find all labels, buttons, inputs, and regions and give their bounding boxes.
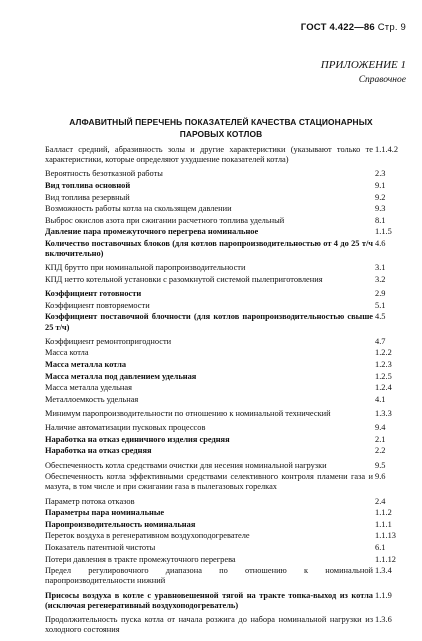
list-item-section-number: 2.1 — [375, 434, 386, 444]
list-item-text: Вид топлива резервный — [45, 192, 130, 202]
list-item-text: Продолжительность пуска котла от начала розжига до набора номинальной нагрузки из холодного состояния — [45, 614, 373, 635]
list-item-text: Минимум паропроизводительности по отношению к номинальной технический — [45, 408, 331, 418]
list-item — [45, 348, 407, 358]
list-item-text: Масса металла котла — [45, 359, 127, 369]
list-item-section-number: 1.1.12 — [375, 554, 396, 564]
list-item — [45, 360, 407, 370]
list-item — [45, 204, 407, 214]
list-item-section-number: 1.1.2 — [375, 508, 392, 518]
appendix-title: ПРИЛОЖЕНИЕ 1 — [320, 59, 406, 71]
list-item — [45, 591, 407, 611]
list-item-section-number: 2.3 — [375, 169, 386, 179]
list-item-section-number: 6.1 — [375, 542, 386, 552]
list-item-section-number: 5.1 — [375, 300, 386, 310]
list-item — [45, 615, 407, 635]
list-item-section-number: 1.1.5 — [375, 227, 392, 237]
list-item — [45, 337, 407, 347]
list-item-section-number: 4.7 — [375, 336, 386, 346]
list-item — [45, 227, 407, 237]
list-item-section-number: 1.2.4 — [375, 383, 392, 393]
list-item-text: Вероятность безотказной работы — [45, 169, 163, 179]
list-item-text: Вид топлива основной — [45, 181, 131, 190]
list-item-section-number: 1.1.1 — [375, 519, 392, 529]
page-number: Стр. 9 — [377, 22, 406, 33]
list-item-text: Потери давления в тракте промежуточного перегрева — [45, 554, 236, 564]
list-item-text: Масса котла — [45, 348, 89, 358]
list-item — [45, 531, 407, 541]
document-title-line-2: ПАРОВЫХ КОТЛОВ — [179, 128, 263, 139]
list-item-section-number: 4.5 — [375, 312, 386, 322]
list-item-section-number: 8.1 — [375, 215, 386, 225]
list-item — [45, 520, 407, 530]
list-item-section-number: 1.1.4.2 — [375, 145, 399, 154]
list-item-text: КПД брутто при номинальной паропроизводительности — [45, 263, 246, 273]
list-item-text: Коэффициент повторяемости — [45, 300, 150, 310]
list-item — [45, 472, 407, 492]
list-item-text: Предел регулировочного диапазона по отношению к номинальной паропроизводительности нижний — [45, 566, 373, 586]
list-item — [45, 461, 407, 471]
list-item-section-number: 1.2.2 — [375, 348, 392, 358]
list-item — [45, 193, 407, 203]
list-item-text: Масса металла удельная — [45, 383, 132, 393]
list-item-section-number: 9.5 — [375, 460, 386, 470]
list-item — [45, 169, 407, 179]
list-item-text: Давление пара промежуточного перегрева номинальное — [45, 227, 259, 237]
list-item — [45, 566, 407, 586]
list-item-section-number: 1.1.9 — [375, 590, 392, 600]
list-item-text: Паропроизводительность номинальная — [45, 519, 196, 529]
list-item — [45, 275, 407, 285]
list-item-text: Параметры пара номинальные — [45, 508, 165, 518]
list-item — [45, 145, 407, 165]
list-item-section-number: 1.3.3 — [375, 408, 392, 418]
list-item — [45, 181, 407, 191]
list-item-section-number: 4.1 — [375, 394, 386, 404]
list-item-text: Масса металла под давлением удельная — [45, 371, 197, 381]
list-item — [45, 555, 407, 565]
list-item-section-number: 4.6 — [375, 238, 386, 248]
list-item-text: Коэффициент ремонтопригодности — [45, 336, 172, 346]
page-header — [301, 22, 406, 33]
list-item-text: Количество поставочных блоков (для котлов паропроизводительностью от 4 до 25 т/ч включительно) — [45, 238, 373, 259]
list-item — [45, 216, 407, 226]
list-item — [45, 543, 407, 553]
list-item-section-number: 3.2 — [375, 274, 386, 284]
list-item — [45, 312, 407, 332]
list-item-section-number: 3.1 — [375, 263, 386, 273]
list-item — [45, 497, 407, 507]
list-item-section-number: 9.6 — [375, 472, 386, 482]
appendix-subtitle: Справочное — [358, 74, 406, 85]
list-item — [45, 508, 407, 518]
list-item-section-number: 9.4 — [375, 423, 386, 433]
list-item-section-number: 1.3.4 — [375, 566, 392, 576]
list-item — [45, 383, 407, 393]
document-title — [48, 117, 394, 141]
list-item — [45, 423, 407, 433]
document-title-line-1: АЛФАВИТНЫЙ ПЕРЕЧЕНЬ ПОКАЗАТЕЛЕЙ КАЧЕСТВА СТАЦИОНАРНЫХ — [69, 117, 373, 127]
list-item-text: Переток воздуха в регенеративном воздухоподогревателе — [45, 531, 250, 541]
list-item — [45, 263, 407, 273]
list-item — [45, 372, 407, 382]
list-item — [45, 409, 407, 419]
list-item — [45, 289, 407, 299]
appendix-heading — [321, 58, 406, 88]
list-item — [45, 301, 407, 311]
list-item-section-number: 1.3.6 — [375, 614, 392, 624]
list-item-text: Параметр потока отказов — [45, 496, 135, 506]
list-item-text: КПД нетто котельной установки с разомкнутой системой пылеприготовления — [45, 274, 323, 284]
list-item-text: Наработка на отказ единичного изделия средняя — [45, 434, 230, 444]
list-item — [45, 446, 407, 456]
list-item-text: Коэффициент поставочной блочности (для котлов паропроизводительностью свыше 25 т/ч) — [45, 312, 373, 332]
list-item-text: Присосы воздуха в котле с уравновешенной тягой на тракте топка-выход из котла (исключая регенеративный воздухоподогреватель) — [45, 590, 373, 610]
list-item-text: Коэффициент готовности — [45, 289, 142, 299]
list-item-text: Наработка на отказ средняя — [45, 446, 152, 456]
list-item-text: Обеспеченность котла средствами очистки для несения номинальной нагрузки — [45, 460, 327, 470]
list-item-section-number: 9.1 — [375, 181, 386, 190]
list-item-text: Обеспеченность котла эффективными средствами селективного контроля пламени газа и мазута, в том числе и при сжигании газа в пылегазовых горелках — [45, 472, 373, 492]
list-item-text: Показатель патентной чистоты — [45, 542, 156, 552]
list-item — [45, 435, 407, 445]
list-item-section-number: 1.1.13 — [375, 531, 396, 541]
list-item-text: Наличие автоматизации пусковых процессов — [45, 423, 206, 433]
list-item-section-number: 2.4 — [375, 496, 386, 506]
list-item-text: Металлоемкость удельная — [45, 394, 139, 404]
list-item-text: Возможность работы котла на скользящем давлении — [45, 204, 232, 214]
list-item-section-number: 9.2 — [375, 192, 386, 202]
list-item-section-number: 2.2 — [375, 446, 386, 456]
list-item-section-number: 9.3 — [375, 204, 386, 214]
index-list — [45, 145, 407, 637]
list-item-section-number: 1.2.5 — [375, 371, 392, 381]
list-item — [45, 395, 407, 405]
list-item-section-number: 2.9 — [375, 289, 386, 299]
standard-number: ГОСТ 4.422—86 — [300, 22, 375, 33]
list-item-text: Балласт средний, абразивность золы и другие характеристики (указывают только те характеристики, которые определяют ухудшение показателей котла) — [45, 145, 373, 165]
list-item — [45, 239, 407, 259]
list-item-section-number: 1.2.3 — [375, 359, 392, 369]
list-item-text: Выброс окислов азота при сжигании расчетного топлива удельный — [45, 215, 285, 225]
